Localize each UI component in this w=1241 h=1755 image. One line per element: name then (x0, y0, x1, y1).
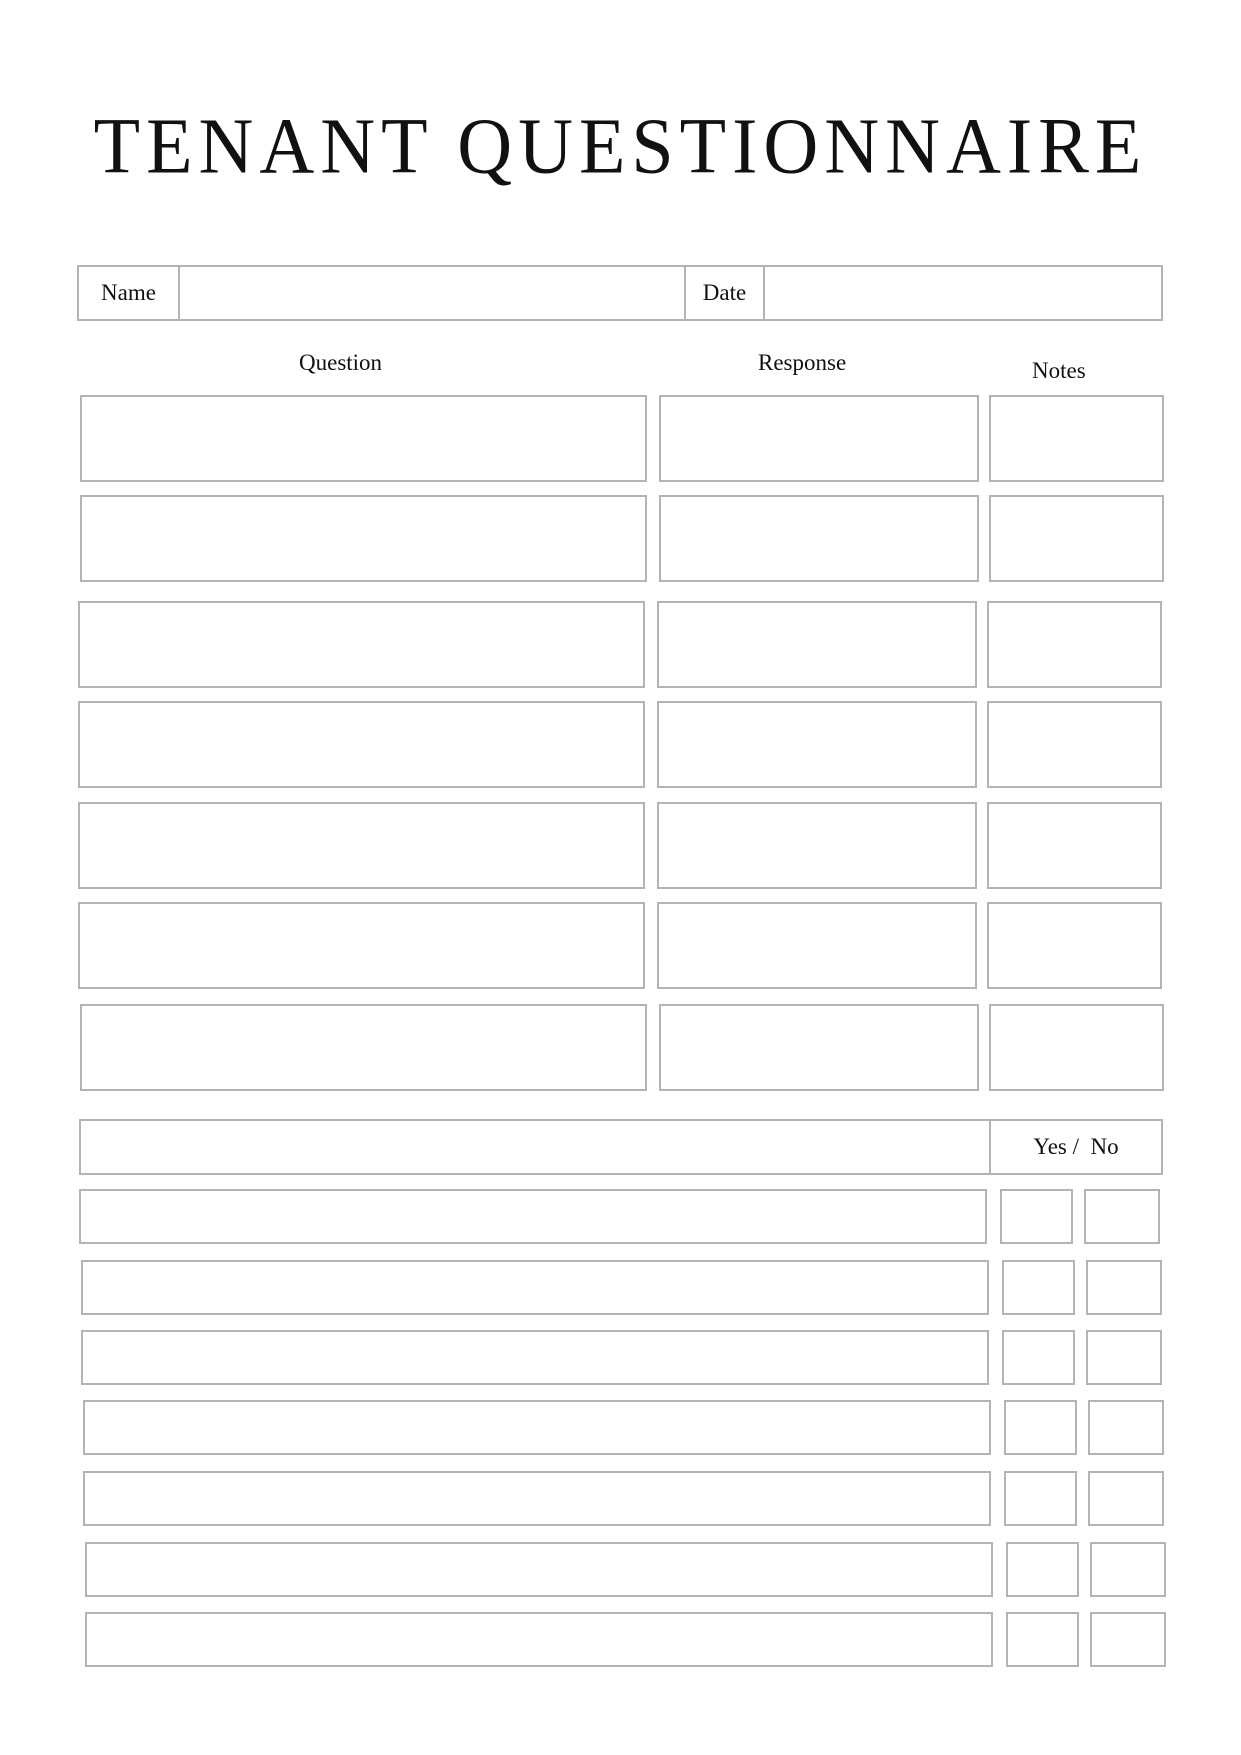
yes-checkbox[interactable] (1002, 1260, 1075, 1315)
yes-checkbox[interactable] (1006, 1612, 1079, 1667)
no-checkbox[interactable] (1084, 1189, 1160, 1244)
yes-no-label: Yes / No (1033, 1134, 1119, 1159)
no-checkbox[interactable] (1088, 1471, 1164, 1526)
no-checkbox[interactable] (1088, 1400, 1164, 1455)
notes-cell[interactable] (987, 601, 1162, 688)
response-cell[interactable] (657, 601, 977, 688)
yes-checkbox[interactable] (1002, 1330, 1075, 1385)
question-cell[interactable] (80, 1004, 647, 1091)
response-cell[interactable] (657, 802, 977, 889)
column-header-question: Question (299, 350, 383, 375)
no-checkbox[interactable] (1086, 1260, 1162, 1315)
response-cell[interactable] (657, 902, 977, 989)
notes-cell[interactable] (989, 495, 1164, 582)
response-cell[interactable] (659, 495, 979, 582)
notes-cell[interactable] (987, 902, 1162, 989)
question-cell[interactable] (80, 495, 647, 582)
yes-checkbox[interactable] (1004, 1400, 1077, 1455)
yes-no-header-text[interactable] (81, 1121, 989, 1173)
notes-cell[interactable] (987, 802, 1162, 889)
question-cell[interactable] (78, 701, 645, 788)
column-header-response: Response (758, 350, 847, 375)
yes-no-question-cell[interactable] (83, 1400, 991, 1455)
yes-no-question-cell[interactable] (81, 1330, 989, 1385)
yes-checkbox[interactable] (1004, 1471, 1077, 1526)
yes-no-header-row (79, 1119, 1163, 1175)
no-checkbox[interactable] (1090, 1542, 1166, 1597)
notes-cell[interactable] (987, 701, 1162, 788)
no-checkbox[interactable] (1090, 1612, 1166, 1667)
yes-no-question-cell[interactable] (81, 1260, 989, 1315)
response-cell[interactable] (659, 1004, 979, 1091)
date-label: Date (702, 280, 747, 305)
question-cell[interactable] (80, 395, 647, 482)
question-cell[interactable] (78, 902, 645, 989)
name-field[interactable] (180, 267, 684, 319)
question-cell[interactable] (78, 802, 645, 889)
response-cell[interactable] (659, 395, 979, 482)
column-header-notes: Notes (1032, 358, 1086, 383)
yes-no-question-cell[interactable] (85, 1612, 993, 1667)
question-cell[interactable] (78, 601, 645, 688)
page-title: TENANT QUESTIONNAIRE (93, 101, 1148, 191)
yes-no-question-cell[interactable] (85, 1542, 993, 1597)
yes-checkbox[interactable] (1006, 1542, 1079, 1597)
no-checkbox[interactable] (1086, 1330, 1162, 1385)
name-date-row (77, 265, 1163, 321)
yes-no-question-cell[interactable] (79, 1189, 987, 1244)
notes-cell[interactable] (989, 1004, 1164, 1091)
name-label: Name (101, 280, 156, 305)
yes-checkbox[interactable] (1000, 1189, 1073, 1244)
yes-no-question-cell[interactable] (83, 1471, 991, 1526)
response-cell[interactable] (657, 701, 977, 788)
date-field[interactable] (765, 267, 1161, 319)
notes-cell[interactable] (989, 395, 1164, 482)
